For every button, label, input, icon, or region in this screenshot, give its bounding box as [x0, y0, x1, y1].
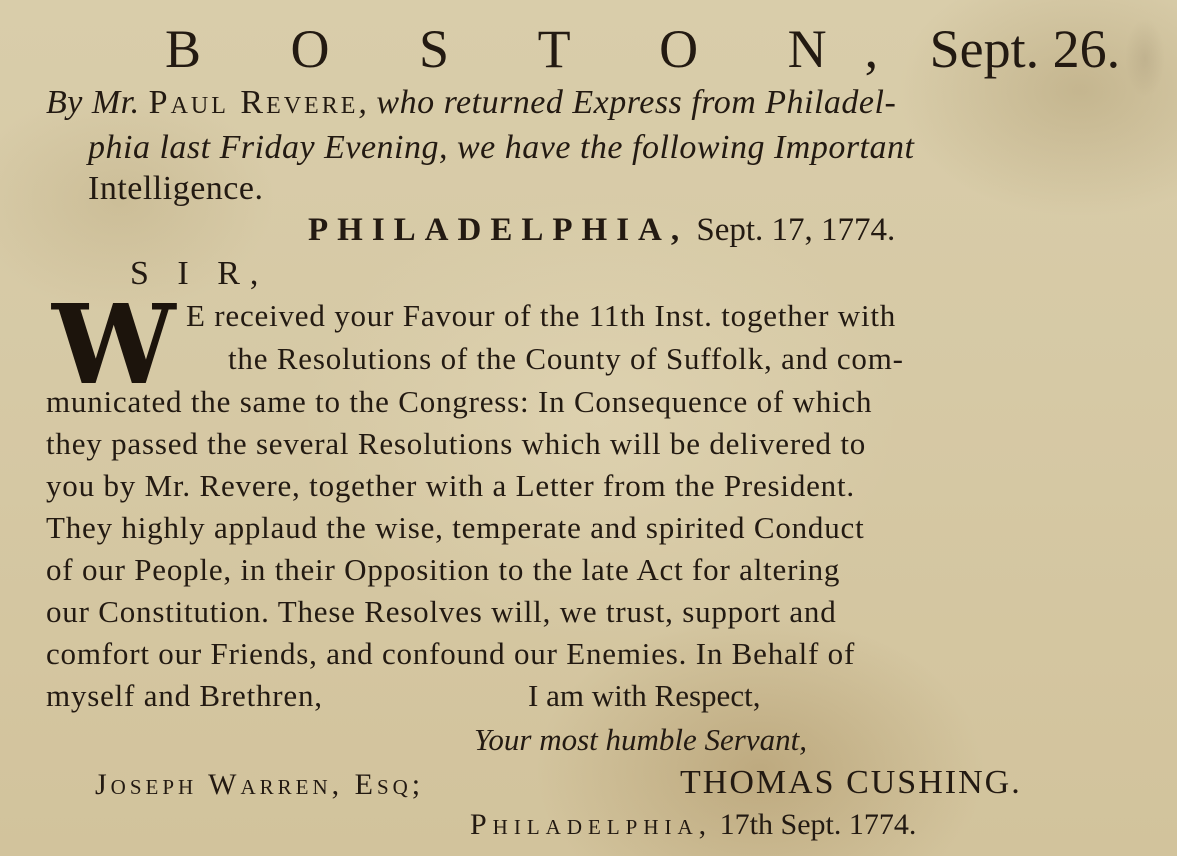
boston-city: B O S T O N,	[165, 19, 917, 79]
signature-joseph-warren: Joseph Warren, Esq;	[95, 768, 425, 801]
footer-city: Philadelphia,	[470, 808, 713, 841]
salutation: S I R,	[130, 255, 269, 292]
closing-line: Your most humble Servant,	[474, 722, 807, 757]
intro-line-2: phia last Friday Evening, we have the following Important	[88, 129, 915, 166]
letter-line: of our People, in their Opposition to the late Act for altering	[46, 552, 841, 587]
letter-line: you by Mr. Revere, together with a Letter from the President.	[46, 468, 855, 503]
boston-date: Sept. 26.	[929, 19, 1121, 79]
intro-line-1	[46, 86, 896, 120]
intro-revere-name: Paul Revere	[148, 84, 359, 121]
respect-line: I am with Respect,	[528, 678, 761, 713]
boston-dateline	[165, 19, 1121, 79]
philadelphia-city: PHILADELPHIA,	[308, 212, 689, 248]
drop-cap: W	[52, 280, 176, 409]
footer-dateline	[470, 810, 916, 840]
intro-line-1-end: , who returned Express from Philadel-	[358, 84, 897, 121]
philadelphia-date: Sept. 17, 1774.	[696, 212, 896, 248]
letter-line: myself and Brethren,	[46, 678, 323, 713]
intro-line-1-start: By Mr.	[46, 84, 149, 121]
letter-line: the Resolutions of the County of Suffolk, and com-	[228, 341, 904, 376]
letter-line: E received your Favour of the 11th Inst. together with	[186, 298, 897, 333]
intro-line-3: Intelligence.	[88, 170, 264, 207]
footer-date: 17th Sept. 1774.	[719, 808, 917, 841]
signature-thomas-cushing: THOMAS CUSHING.	[680, 764, 1022, 801]
letter-line: comfort our Friends, and confound our Enemies. In Behalf of	[46, 636, 856, 671]
letter-line: municated the same to the Congress: In Consequence of which	[46, 384, 873, 419]
letter-line: They highly applaud the wise, temperate and spirited Conduct	[46, 510, 865, 545]
letter-line: they passed the several Resolutions which will be delivered to	[46, 426, 867, 461]
bleed-through-stain	[1125, 18, 1165, 98]
philadelphia-dateline	[308, 214, 895, 247]
letter-line: our Constitution. These Resolves will, we trust, support and	[46, 594, 837, 629]
